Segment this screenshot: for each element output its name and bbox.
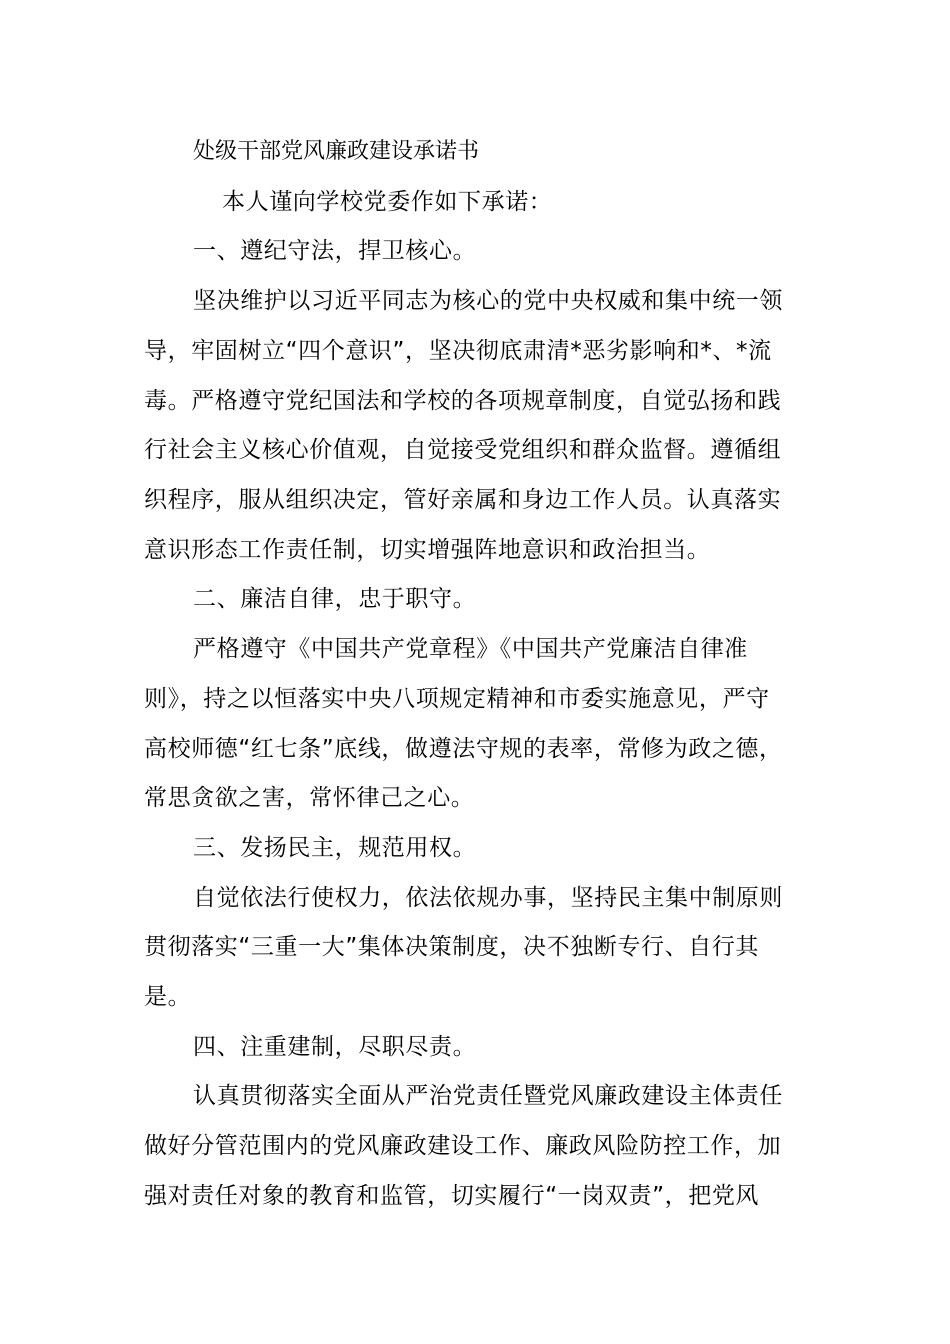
paragraph-line: 意识形态工作责任制，切实增强阵地意识和政治担当。 <box>144 537 711 563</box>
paragraph-line: 是。 <box>144 984 192 1010</box>
section-heading-1: 一、遵纪守法，捍卫核心。 <box>193 238 477 264</box>
paragraph-line: 强对责任对象的教育和监管，切实履行“一岗双责”，把党风 <box>144 1183 760 1209</box>
section-heading-2: 二、廉洁自律，忠于职守。 <box>193 586 477 612</box>
paragraph-line: 织程序，服从组织决定，管好亲属和身边工作人员。认真落实 <box>144 487 782 513</box>
section-heading-4: 四、注重建制，尽职尽责。 <box>193 1034 477 1060</box>
document-title: 处级干部党风廉政建设承诺书 <box>193 139 480 164</box>
paragraph-line: 常思贪欲之害，常怀律己之心。 <box>144 785 475 811</box>
paragraph-line: 导，牢固树立“四个意识”，坚决彻底肃清*恶劣影响和*、*流 <box>144 338 772 364</box>
intro-line: 本人谨向学校党委作如下承诺： <box>222 189 553 215</box>
paragraph-line: 坚决维护以习近平同志为核心的党中央权威和集中统一领 <box>193 288 783 314</box>
paragraph-line: 做好分管范围内的党风廉政建设工作、廉政风险防控工作，加 <box>144 1133 782 1159</box>
paragraph-line: 严格遵守《中国共产党章程》《中国共产党廉洁自律准 <box>193 636 748 662</box>
paragraph-line: 毒。严格遵守党纪国法和学校的各项规章制度，自觉弘扬和践 <box>144 388 782 414</box>
paragraph-line: 则》，持之以恒落实中央八项规定精神和市委实施意见，严守 <box>144 686 770 712</box>
paragraph-line: 行社会主义核心价值观，自觉接受党组织和群众监督。遵循组 <box>144 437 782 463</box>
section-heading-3: 三、发扬民主，规范用权。 <box>193 835 477 861</box>
paragraph-line: 认真贯彻落实全面从严治党责任暨党风廉政建设主体责任 <box>193 1083 783 1109</box>
paragraph-line: 贯彻落实“三重一大”集体决策制度，决不独断专行、自行其 <box>144 934 760 960</box>
paragraph-line: 自觉依法行使权力，依法依规办事，坚持民主集中制原则 <box>193 885 783 911</box>
paragraph-line: 高校师德“红七条”底线，做遵法守规的表率，常修为政之德， <box>144 736 783 762</box>
